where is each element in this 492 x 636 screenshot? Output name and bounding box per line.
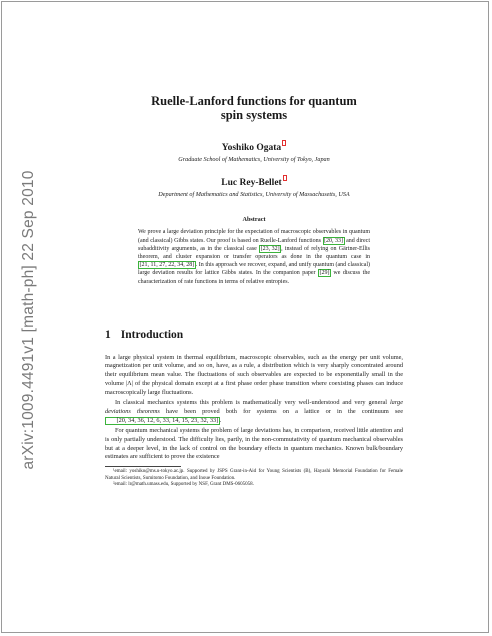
body-text [105, 354, 403, 462]
abstract-span: and direct subadditivity arguments, as in the classical case [138, 237, 370, 252]
paragraph-3: For quantum mechanical systems the problem of large deviations has, in comparison, received little attention and is only partially understood. The difficulty lies, partly, in the non-commutativity of quantum mechanical observables but at a deeper level, in the lack of control on the boundary effects in quantum mechanics. Known bulk/boundary estimates are sufficient to prove the existence [105, 427, 403, 461]
author-1-name: Yoshiko Ogata [221, 143, 282, 154]
footnote-rule [105, 466, 181, 467]
citation-link[interactable]: [20, 34, 36, 12, 6, 33, 14, 15, 23, 32, 33] [105, 417, 220, 425]
abstract-text [138, 228, 370, 285]
affiliation-1: Graduate School of Mathematics, University of Tokyo, Japan [178, 156, 330, 164]
footnote-link-icon[interactable] [283, 175, 287, 181]
section-heading [105, 329, 403, 341]
abstract-span: . In this approach we recover, expand, and unify quantum (and classical) large deviation results for lattice Gibbs states. In the companion paper [138, 262, 370, 277]
citation-link[interactable]: [21, 11, 27, 22, 34, 28] [139, 262, 195, 269]
footnote-1: ¹email: yoshiko@ms.u-tokyo.ac.jp. Supported by JSPS Grant-in-Aid for Young Scientists (B), Hayashi Memorial Foundation for Female Natural Scientists, Sumitomo Foundation, and Inoue Foundation. [105, 469, 403, 481]
affiliation-2: Department of Mathematics and Statistics, University of Massachusetts, USA [158, 191, 350, 199]
footnote-link-icon[interactable] [282, 140, 286, 146]
section-number: 1 [105, 328, 111, 341]
abstract-span: we discuss the characterization of rate functions in terms of relative entropies. [138, 270, 370, 285]
paper-title: Ruelle-Lanford functions for quantum spin systems [151, 94, 357, 122]
section-title: Introduction [120, 328, 184, 341]
citation-link[interactable]: [23, 32] [260, 245, 280, 252]
abstract-heading: Abstract [242, 216, 266, 224]
author-2-name: Luc Rey-Bellet [221, 178, 282, 189]
arxiv-sidebar [14, 150, 44, 490]
footnotes [105, 469, 403, 489]
footnote-2: ²email: lr@math.umass.edu, Supported by NSF, Grant DMS-0605058. [113, 482, 254, 488]
abstract-span: , instead of relying on Gärtner-Ellis theorem, and cluster expansion or transfer operators as done in the quantum case in [138, 245, 370, 260]
paragraph-span: have been proved both for systems on a lattice or in the continuum see [159, 407, 404, 415]
abstract-span: We prove a large deviation principle for the expectation of macroscopic observables in quantum (and classical) Gibbs states. Our proof is based on Ruelle-Lanford functions [138, 229, 370, 244]
author-1 [105, 140, 403, 153]
paragraph-span: . [219, 416, 222, 424]
citation-link[interactable]: [29] [319, 270, 330, 277]
citation-link[interactable]: [20, 33] [324, 237, 344, 244]
paper-page [105, 94, 403, 489]
arxiv-id: arXiv:1009.4491v1 [math-ph] 22 Sep 2010 [20, 170, 37, 470]
emphasis: large deviations theorems [105, 399, 403, 415]
paragraph-2 [105, 399, 403, 425]
author-2 [105, 175, 403, 188]
paragraph-span: In classical mechanics systems this problem is mathematically very well-understood and very general [115, 399, 390, 407]
paragraph-1: In a large physical system in thermal equilibrium, macroscopic observables, such as the energy per unit volume, magnetization per unit volume, and so on, have, as a rule, a distribution which is very sharply concentrated around their equilibrium mean value. The fluctuations of such observables are expected to be exponentially small in the volume |Λ| of the physical domain except at a first phase order phase transition where coexisting phases can induce macroscopically large fluctuations. [105, 353, 403, 396]
